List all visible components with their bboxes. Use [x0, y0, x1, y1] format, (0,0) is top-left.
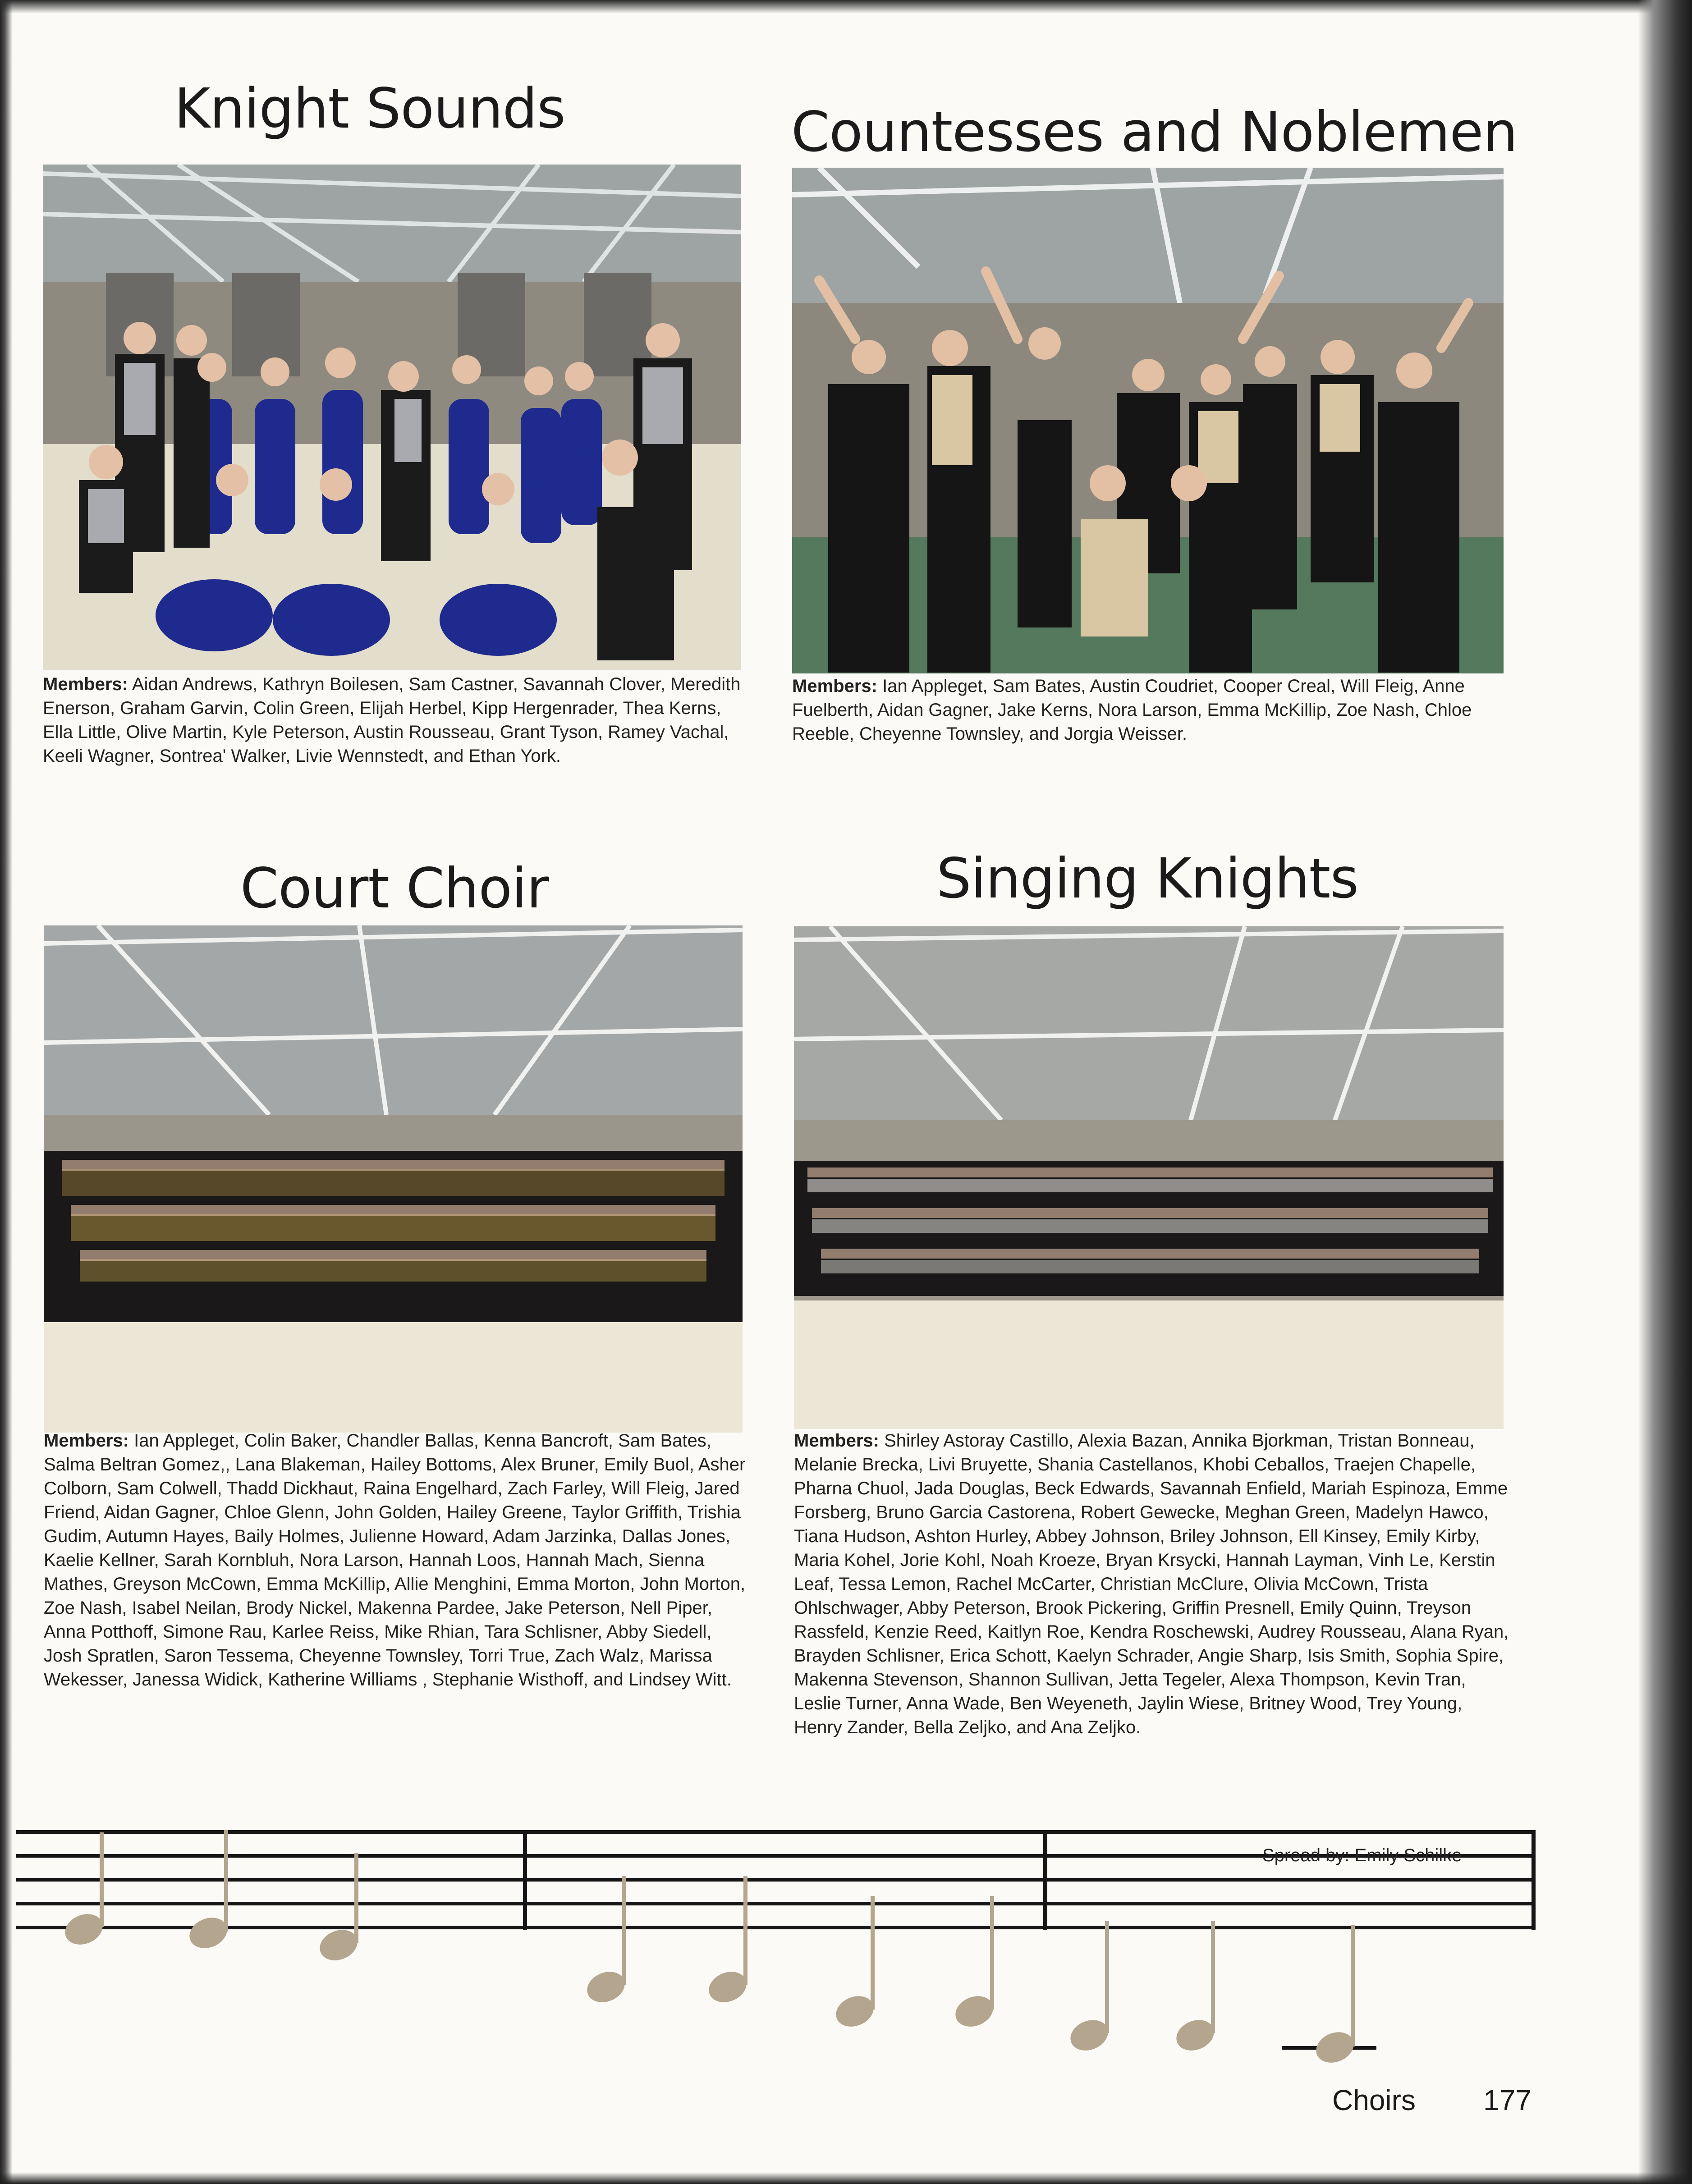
members-names: Ian Appleget, Sam Bates, Austin Coudriet, Cooper Creal, Will Fleig, Anne Fuelberth, Aidan Gagner, Jake Kerns, Nora Larson, Emma McKillip, Zoe Nash, Chloe Reeble, Cheyenne Townsley, and Jorgia Weisser. [792, 676, 1472, 744]
note-stem [224, 1830, 228, 1932]
bar-line [1532, 1830, 1536, 1930]
staff-line [16, 1902, 1536, 1905]
member-list [792, 674, 1507, 746]
footer-section-name: Choirs [1332, 2084, 1416, 2116]
members-label: Members: [44, 1431, 129, 1451]
members-label: Members: [43, 674, 128, 694]
group-title: Knight Sounds [174, 77, 565, 141]
member-list [44, 1429, 747, 1692]
members-names: Ian Appleget, Colin Baker, Chandler Ballas, Kenna Bancroft, Sam Bates, Salma Beltran Gomez,, Lana Blakeman, Hailey Bottoms, Alex Bruner, Emily Buol, Asher Colborn, Sam Colwell, Thadd Dickhaut, Raina Engelhard, Zach Farley, Will Fleig, Jared Friend, Aidan Gagner, Chloe Glenn, John Golden, Hailey Greene, Taylor Griffith, Trishia Gudim, Autumn Hayes, Baily Holmes, Julienne Howard, Adam Jarzinka, Dallas Jones, Kaelie Kellner, Sarah Kornbluh, Nora Larson, Hannah Loos, Hannah Mach, Sienna Mathes, Greyson McCown, Emma McKillip, Allie Menghini, Emma Morton, John Morton, Zoe Nash, Isabel Neilan, Brody Nickel, Makenna Pardee, Jake Peterson, Nell Piper, Anna Potthoff, Simone Rau, Karlee Reiss, Mike Rhian, Tara Schlisner, Abby Siedell, Josh Spratlen, Saron Tessema, Cheyenne Townsley, Torri True, Zach Walz, Marissa Wekesser, Janessa Widick, Katherine Williams , Stephanie Wisthoff, and Lindsey Witt. [44, 1431, 746, 1690]
page-edge-top [0, 0, 1692, 14]
note-stem [1105, 1921, 1109, 2033]
note-stem [354, 1853, 358, 1943]
members-label: Members: [792, 676, 877, 696]
page-edge-bottom [0, 2172, 1692, 2184]
group-title: Countesses and Noblemen [791, 100, 1518, 164]
group-title: Court Choir [240, 856, 549, 920]
members-names: Aidan Andrews, Kathryn Boilesen, Sam Castner, Savannah Clover, Meredith Enerson, Graham Garvin, Colin Green, Elijah Herbel, Kipp Hergenrader, Thea Kerns, Ella Little, Olive Martin, Kyle Peterson, Austin Rousseau, Grant Tyson, Ramey Vachal, Keeli Wagner, Sontrea' Walker, Livie Wennstedt, and Ethan York. [43, 674, 741, 766]
bar-line [1043, 1830, 1047, 1930]
group-photo-singing-knights [794, 926, 1504, 1429]
music-staff-decoration [16, 1830, 1536, 1929]
group-photo-knight-sounds [43, 165, 741, 670]
staff-line [16, 1878, 1536, 1882]
note-stem [1211, 1921, 1215, 2033]
note-stem [990, 1896, 994, 2010]
spread-credit: Spread by: Emily Schilke [1262, 1845, 1462, 1865]
members-label: Members: [794, 1431, 879, 1451]
note-stem [743, 1876, 747, 1985]
group-photo-countesses-and-noblemen [792, 168, 1504, 673]
page-number: 177 [1483, 2084, 1532, 2116]
members-names: Shirley Astoray Castillo, Alexia Bazan, Annika Bjorkman, Tristan Bonneau, Melanie Brecka, Livi Bruyette, Shania Castellanos, Khobi Ceballos, Traejen Chapelle, Pharna Chuol, Jada Douglas, Beck Edwards, Savannah Enfield, Mariah Espinoza, Emme Forsberg, Bruno Garcia Castorena, Robert Gewecke, Meghan Green, Madelyn Hawco, Tiana Hudson, Ashton Hurley, Abbey Johnson, Briley Johnson, Ell Kinsey, Emily Kirby, Maria Kohel, Jorie Kohl, Noah Kroeze, Bryan Krsycki, Hannah Layman, Vinh Le, Kerstin Leaf, Tessa Lemon, Rachel McCarter, Christian McClure, Olivia McCown, Trista Ohlschwager, Abby Peterson, Brook Pickering, Griffin Presnell, Emily Quinn, Treyson Rassfeld, Kenzie Reed, Kaitlyn Roe, Kendra Roschewski, Audrey Rousseau, Alana Ryan, Brayden Schlisner, Erica Schott, Kaelyn Schrader, Angie Sharp, Isis Smith, Sophia Spire, Makenna Stevenson, Shannon Sullivan, Jetta Tegeler, Alexa Thompson, Kevin Tran, Leslie Turner, Anna Wade, Ben Weyeneth, Jaylin Wiese, Britney Wood, Trey Young, Henry Zander, Bella Zeljko, and Ana Zeljko. [794, 1431, 1509, 1737]
member-list [794, 1429, 1511, 1740]
staff-line [16, 1830, 1536, 1834]
group-photo-court-choir [44, 925, 743, 1433]
page-edge-right [1638, 0, 1692, 2184]
note-stem [622, 1876, 626, 1985]
group-title: Singing Knights [936, 847, 1358, 911]
note-stem [1351, 1925, 1355, 2047]
note-stem [871, 1896, 875, 2010]
binding-shadow-left [0, 0, 13, 2184]
staff-line [16, 1926, 1536, 1929]
bar-line [523, 1830, 527, 1930]
member-list [43, 673, 746, 768]
note-stem [100, 1832, 104, 1927]
